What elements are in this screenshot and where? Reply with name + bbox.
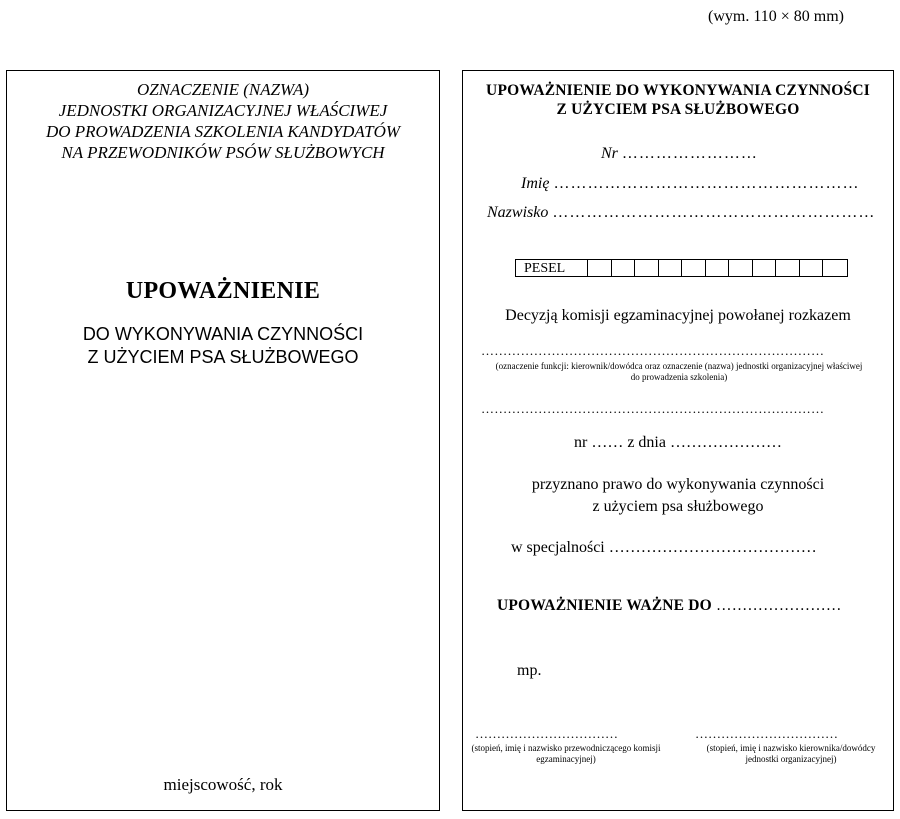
unit-designation-line: OZNACZENIE (NAZWA) <box>136 80 310 99</box>
authorization-form-panel <box>462 70 894 811</box>
surname-field[interactable] <box>487 204 875 222</box>
first-name-field[interactable] <box>521 175 859 193</box>
surname-dots: ………………………………………………… <box>552 204 876 221</box>
pesel-digit-box[interactable] <box>706 260 730 276</box>
number-label: Nr <box>601 145 618 162</box>
granted-rights-text <box>463 474 893 518</box>
pesel-digit-box[interactable] <box>588 260 612 276</box>
granted-rights-line: przyznano prawo do wykonywania czynności <box>531 476 825 493</box>
front-cover-panel <box>6 70 440 811</box>
dimensions-note: (wym. 110 × 80 mm) <box>708 8 844 25</box>
document-subtitle-line: DO WYKONYWANIA CZYNNOŚCI <box>82 324 364 344</box>
pesel-digit-box[interactable] <box>800 260 824 276</box>
unit-designation-line: JEDNOSTKI ORGANIZACYJNEJ WŁAŚCIWEJ <box>58 101 388 120</box>
decision-text: Decyzją komisji egzaminacyjnej powołanej rozkazem <box>505 307 851 324</box>
first-name-dots: ……………………………………………… <box>553 175 860 192</box>
unit-designation-line: NA PRZEWODNIKÓW PSÓW SŁUŻBOWYCH <box>61 143 385 162</box>
form-title-line: UPOWAŻNIENIE DO WYKONYWANIA CZYNNOŚCI <box>486 82 870 99</box>
unit-decision-note: (oznaczenie funkcji: kierownik/dowódca oraz oznaczenie (nazwa) jednostki organizacyjnej właściwej do prowadzenia szkolenia) <box>495 361 863 382</box>
pesel-digit-box[interactable] <box>729 260 753 276</box>
valid-until-dots: …………………… <box>716 597 842 614</box>
first-name-label: Imię <box>521 175 550 192</box>
valid-until-field[interactable] <box>497 597 842 615</box>
seal-placeholder: mp. <box>517 662 542 679</box>
document-title: UPOWAŻNIENIE <box>125 278 321 304</box>
number-dots: …………………… <box>621 145 758 162</box>
commander-signature-note: (stopień, imię i nazwisko kierownika/dowódcy jednostki organizacyjnej) <box>706 743 876 764</box>
surname-label: Nazwisko <box>487 204 549 221</box>
pesel-field[interactable] <box>515 259 848 277</box>
chair-signature-dots[interactable]: …………………………… <box>475 726 618 741</box>
unit-designation-line: DO PROWADZENIA SZKOLENIA KANDYDATÓW <box>45 122 401 141</box>
pesel-digit-box[interactable] <box>753 260 777 276</box>
specialty-field[interactable]: w specjalności ………………………………… <box>511 539 817 556</box>
pesel-digit-box[interactable] <box>823 260 847 276</box>
commander-signature-dots[interactable]: …………………………… <box>695 726 838 741</box>
pesel-digit-box[interactable] <box>682 260 706 276</box>
number-field[interactable] <box>601 145 758 163</box>
pesel-digit-box[interactable] <box>659 260 683 276</box>
pesel-label: PESEL <box>516 260 588 276</box>
form-title <box>463 81 893 119</box>
document-subtitle-line: Z UŻYCIEM PSA SŁUŻBOWEGO <box>87 347 359 367</box>
pesel-digit-box[interactable] <box>635 260 659 276</box>
second-dotline[interactable]: …………………………………………………………………… <box>481 401 825 416</box>
order-number-and-date[interactable]: nr …… z dnia ………………… <box>574 434 782 451</box>
place-and-year: miejscowość, rok <box>163 775 283 794</box>
form-title-line: Z UŻYCIEM PSA SŁUŻBOWEGO <box>556 101 800 118</box>
valid-until-label: UPOWAŻNIENIE WAŻNE DO <box>497 597 712 614</box>
unit-designation-block <box>7 79 439 163</box>
document-subtitle <box>7 323 439 369</box>
pesel-digit-box[interactable] <box>776 260 800 276</box>
granted-rights-line: z użyciem psa służbowego <box>592 498 764 515</box>
chair-signature-note: (stopień, imię i nazwisko przewodniczącego komisji egzaminacyjnej) <box>471 743 661 764</box>
pesel-digit-box[interactable] <box>612 260 636 276</box>
unit-decision-dotline[interactable]: …………………………………………………………………… <box>481 343 825 358</box>
